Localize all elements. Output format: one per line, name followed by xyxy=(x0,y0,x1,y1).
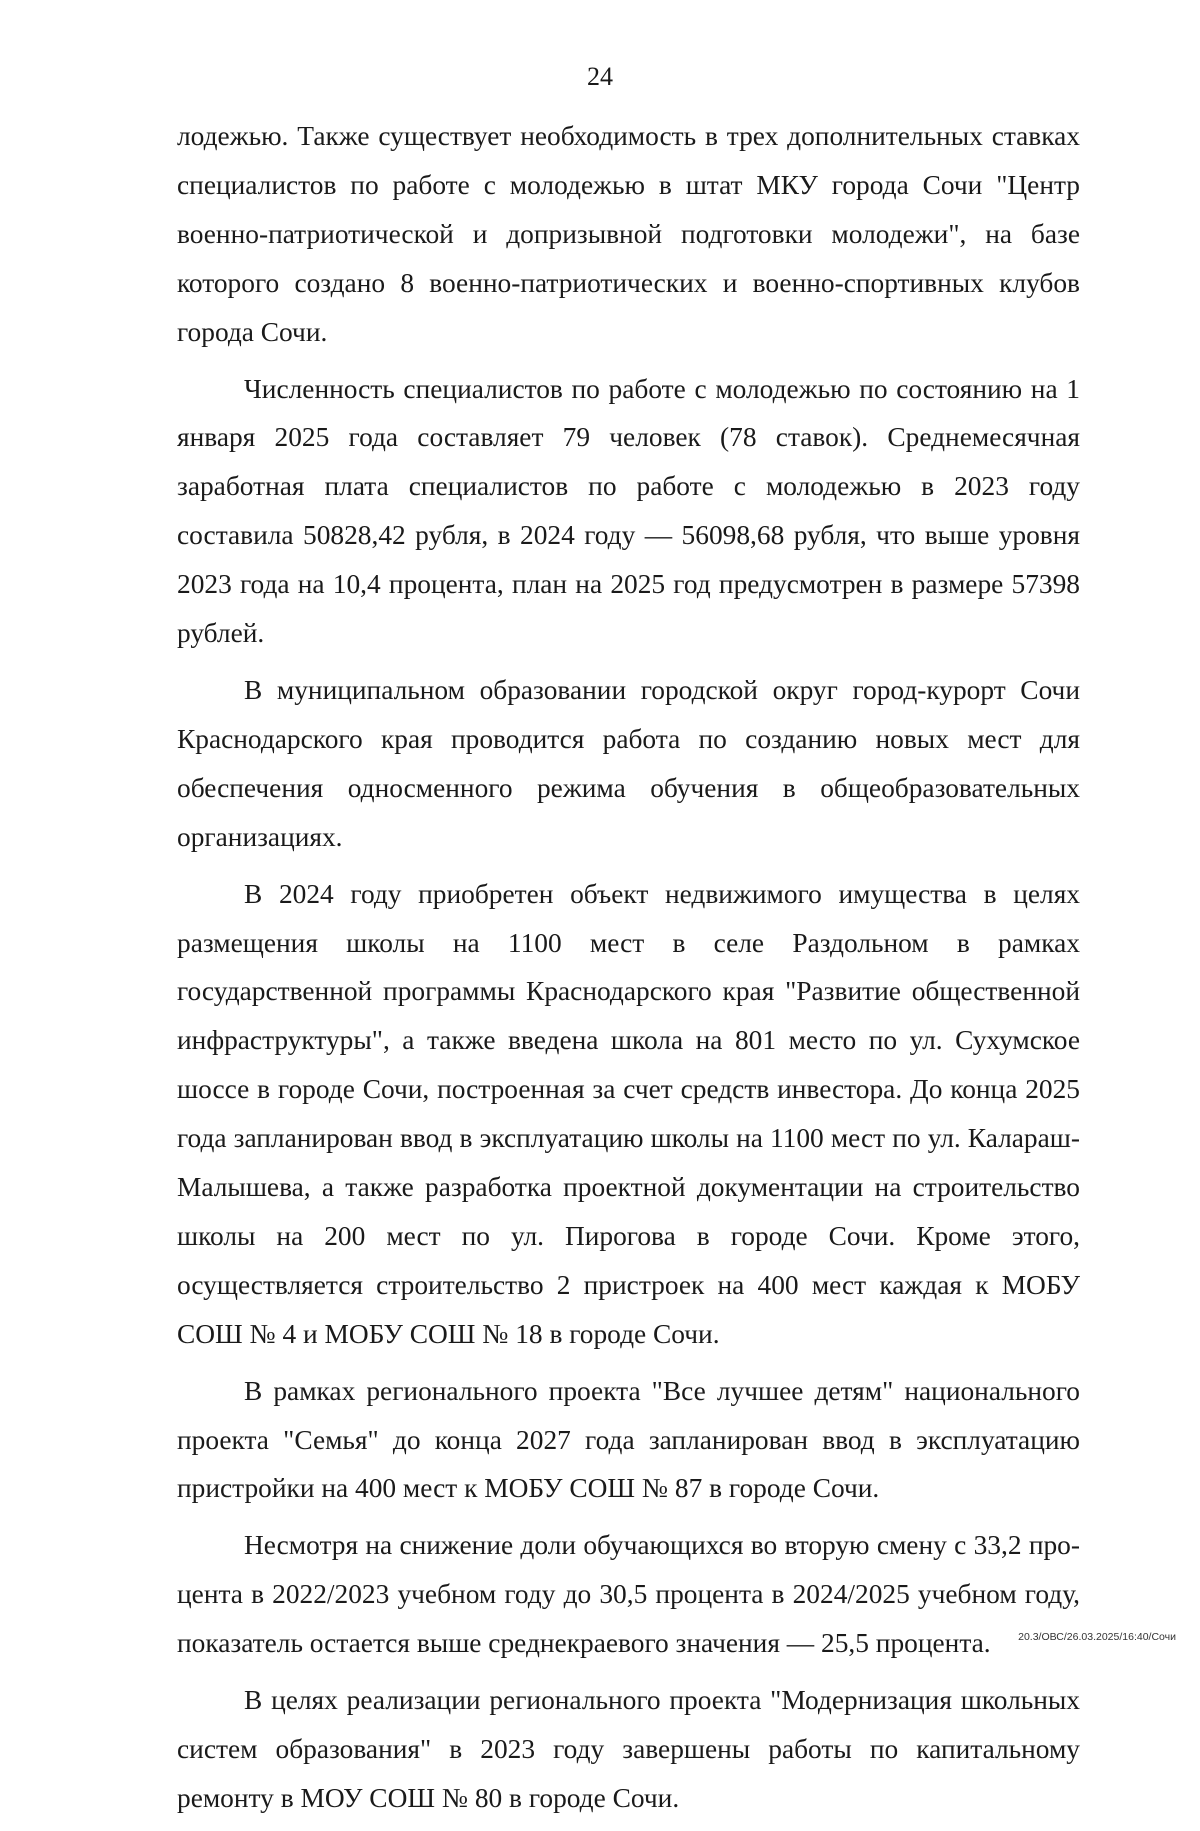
paragraph: Численность специалистов по работе с молодежью по состоянию на 1 января 2025 года составляет 79 человек (78 ставок). Среднемесячная заработная плата специалистов по работе с молодежью в 2023 году составила 50828,42 рубля, в 2024 году — 56098,68 рубля, что выше уровня 2023 года на 10,4 процента, план на 2025 год предусмотрен в размере 57398 рублей. xyxy=(177,373,1080,649)
document-body xyxy=(177,112,1080,1831)
paragraph: Несмотря на снижение доли обучающихся во вторую смену с 33,2 процента в 2022/2023 учебном году до 30,5 процента в 2024/2025 учебном году, показатель остается выше среднекраевого значения — 25,5 процента. xyxy=(177,1530,1080,1659)
document-stamp: 20.3/ОВС/26.03.2025/16:40/Сочи xyxy=(1018,1631,1176,1643)
paragraph: В муниципальном образовании городской округ город-курорт Сочи Краснодарского края проводится работа по созданию новых мест для обеспечения односменного режима обучения в общеобразовательных организациях. xyxy=(177,674,1080,852)
paragraph: лодежью. Также существует необходимость в трех дополнительных ставках специалистов по работе с молодежью в штат МКУ города Сочи "Центр военно-патриотической и допризывной подготовки молодежи", на базе которого создано 8 военно-патриотических и военно-спортивных клубов города Сочи. xyxy=(177,121,1080,347)
paragraph: В рамках регионального проекта "Все лучшее детям" национального проекта "Семья" до конца 2027 года запланирован ввод в эксплуатацию пристройки на 400 мест к МОБУ СОШ № 87 в городе Сочи. xyxy=(177,1375,1080,1504)
paragraph: В 2024 году приобретен объект недвижимого имущества в целях размещения школы на 1100 мест в селе Раздольном в рамках государственной программы Краснодарского края "Развитие общественной инфраструктуры", а также введена школа на 801 место по ул. Сухумское шоссе в городе Сочи, построенная за счет средств инвестора. До конца 2025 года запланирован ввод в эксплуатацию школы на 1100 мест по ул. Калараш-Малышева, а также разработка проектной документации на строительство школы на 200 мест по ул. Пирогова в городе Сочи. Кроме этого, осуществляется строительство 2 пристроек на 400 мест каждая к МОБУ СОШ № 4 и МОБУ СОШ № 18 в городе Сочи. xyxy=(177,878,1080,1349)
page-number: 24 xyxy=(587,62,613,91)
paragraph: В целях реализации регионального проекта "Модернизация школьных систем образования" в 2023 году завершены работы по капитальному ремонту в МОУ СОШ № 80 в городе Сочи. xyxy=(177,1685,1080,1813)
